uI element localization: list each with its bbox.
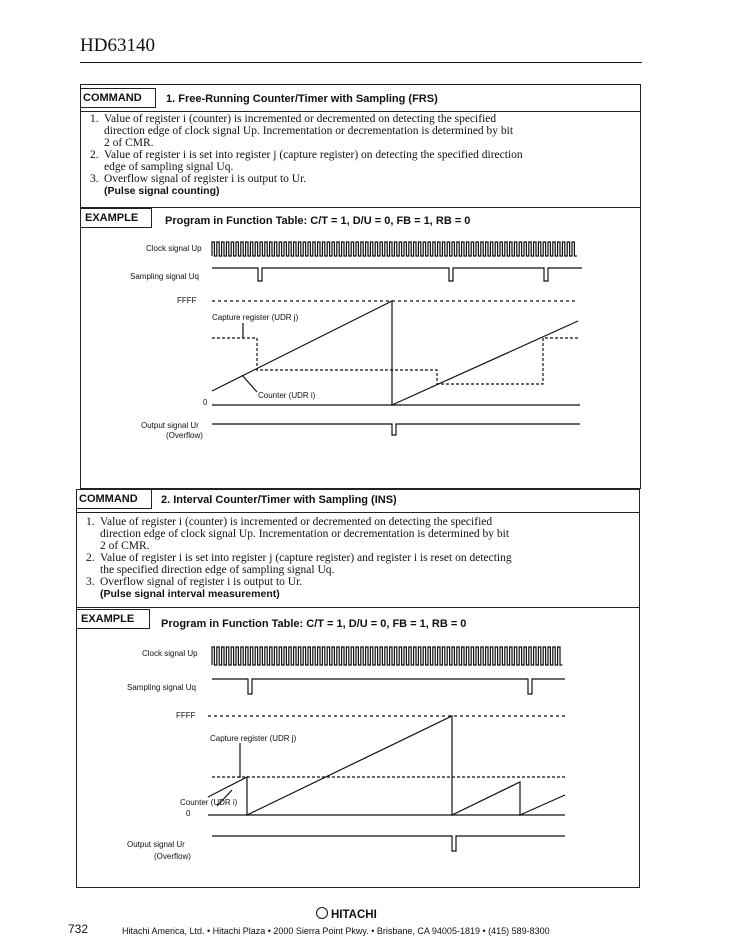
output-pulse bbox=[212, 836, 565, 851]
section-1-command-tag: COMMAND bbox=[80, 88, 156, 108]
sampling-signal-label: Sampling signal Uq bbox=[127, 683, 196, 692]
section-2-command-title: 2. Interval Counter/Timer with Sampling (INS) bbox=[161, 494, 397, 506]
zero-label: 0 bbox=[186, 809, 191, 818]
description-note: (Pulse signal counting) bbox=[104, 185, 220, 197]
section-2-example-title: Program in Function Table: C/T = 1, D/U = 0, FB = 1, RB = 0 bbox=[161, 618, 467, 630]
section-1-command-title: 1. Free-Running Counter/Timer with Sampling (FRS) bbox=[166, 93, 438, 105]
section-2-command-tag: COMMAND bbox=[76, 489, 152, 509]
description-item: 2. Value of register i is set into register j (capture register) and register i is reset on detecting the specified direction edge of sampling signal Uq. bbox=[86, 552, 512, 576]
description-item: 3. Overflow signal of register i is output to Ur. bbox=[86, 576, 303, 588]
clock-signal-label: Clock signal Up bbox=[142, 649, 198, 658]
ffff-label: FFFF bbox=[176, 711, 196, 720]
sampling-signal-label: Sampling signal Uq bbox=[130, 272, 199, 281]
hitachi-logo-icon bbox=[316, 907, 328, 919]
overflow-label: (Overflow) bbox=[154, 852, 191, 861]
capture-register-label: Capture register (UDR j) bbox=[212, 313, 299, 322]
section-2-example-tag: EXAMPLE bbox=[76, 609, 150, 629]
description-item: 1. Value of register i (counter) is incremented or decremented on detecting the specified direction edge of clock signal Up. Incrementation or decrementation is determined by bit 2 of CMR. bbox=[90, 113, 514, 149]
zero-label: 0 bbox=[203, 398, 208, 407]
counter-label: Counter (UDR i) bbox=[180, 798, 238, 807]
sampling-waveform bbox=[212, 679, 565, 694]
counter-ramp bbox=[208, 716, 565, 815]
counter-pointer-line bbox=[217, 790, 232, 806]
output-signal-label: Output signal Ur bbox=[127, 840, 185, 849]
description-item: 2. Value of register i is set into register j (capture register) on detecting the specified direction edge of sampling signal Uq. bbox=[90, 149, 523, 173]
clock-waveform bbox=[212, 647, 562, 665]
counter-label: Counter (UDR i) bbox=[258, 391, 316, 400]
section-1-example-title: Program in Function Table: C/T = 1, D/U = 0, FB = 1, RB = 0 bbox=[165, 215, 471, 227]
footer-address: Hitachi America, Ltd. • Hitachi Plaza • 2000 Sierra Point Pkwy. • Brisbane, CA 94005-1819 • (415) 589-8300 bbox=[122, 926, 550, 936]
overflow-label: (Overflow) bbox=[166, 431, 203, 440]
section-1-example-tag: EXAMPLE bbox=[80, 208, 152, 228]
hitachi-logo: HITACHI bbox=[316, 907, 377, 921]
output-signal-label: Output signal Ur bbox=[141, 421, 199, 430]
description-item: 1. Value of register i (counter) is incremented or decremented on detecting the specified direction edge of clock signal Up. Incrementation or decrementation is determined by bit 2 of CMR. bbox=[86, 516, 510, 552]
capture-register-label: Capture register (UDR j) bbox=[210, 734, 297, 743]
document-title: HD63140 bbox=[80, 35, 155, 56]
description-note: (Pulse signal interval measurement) bbox=[100, 588, 280, 600]
page-number: 732 bbox=[68, 922, 89, 936]
clock-signal-label: Clock signal Up bbox=[146, 244, 202, 253]
ffff-label: FFFF bbox=[177, 296, 197, 305]
description-item: 3. Overflow signal of register i is output to Ur. bbox=[90, 173, 307, 185]
